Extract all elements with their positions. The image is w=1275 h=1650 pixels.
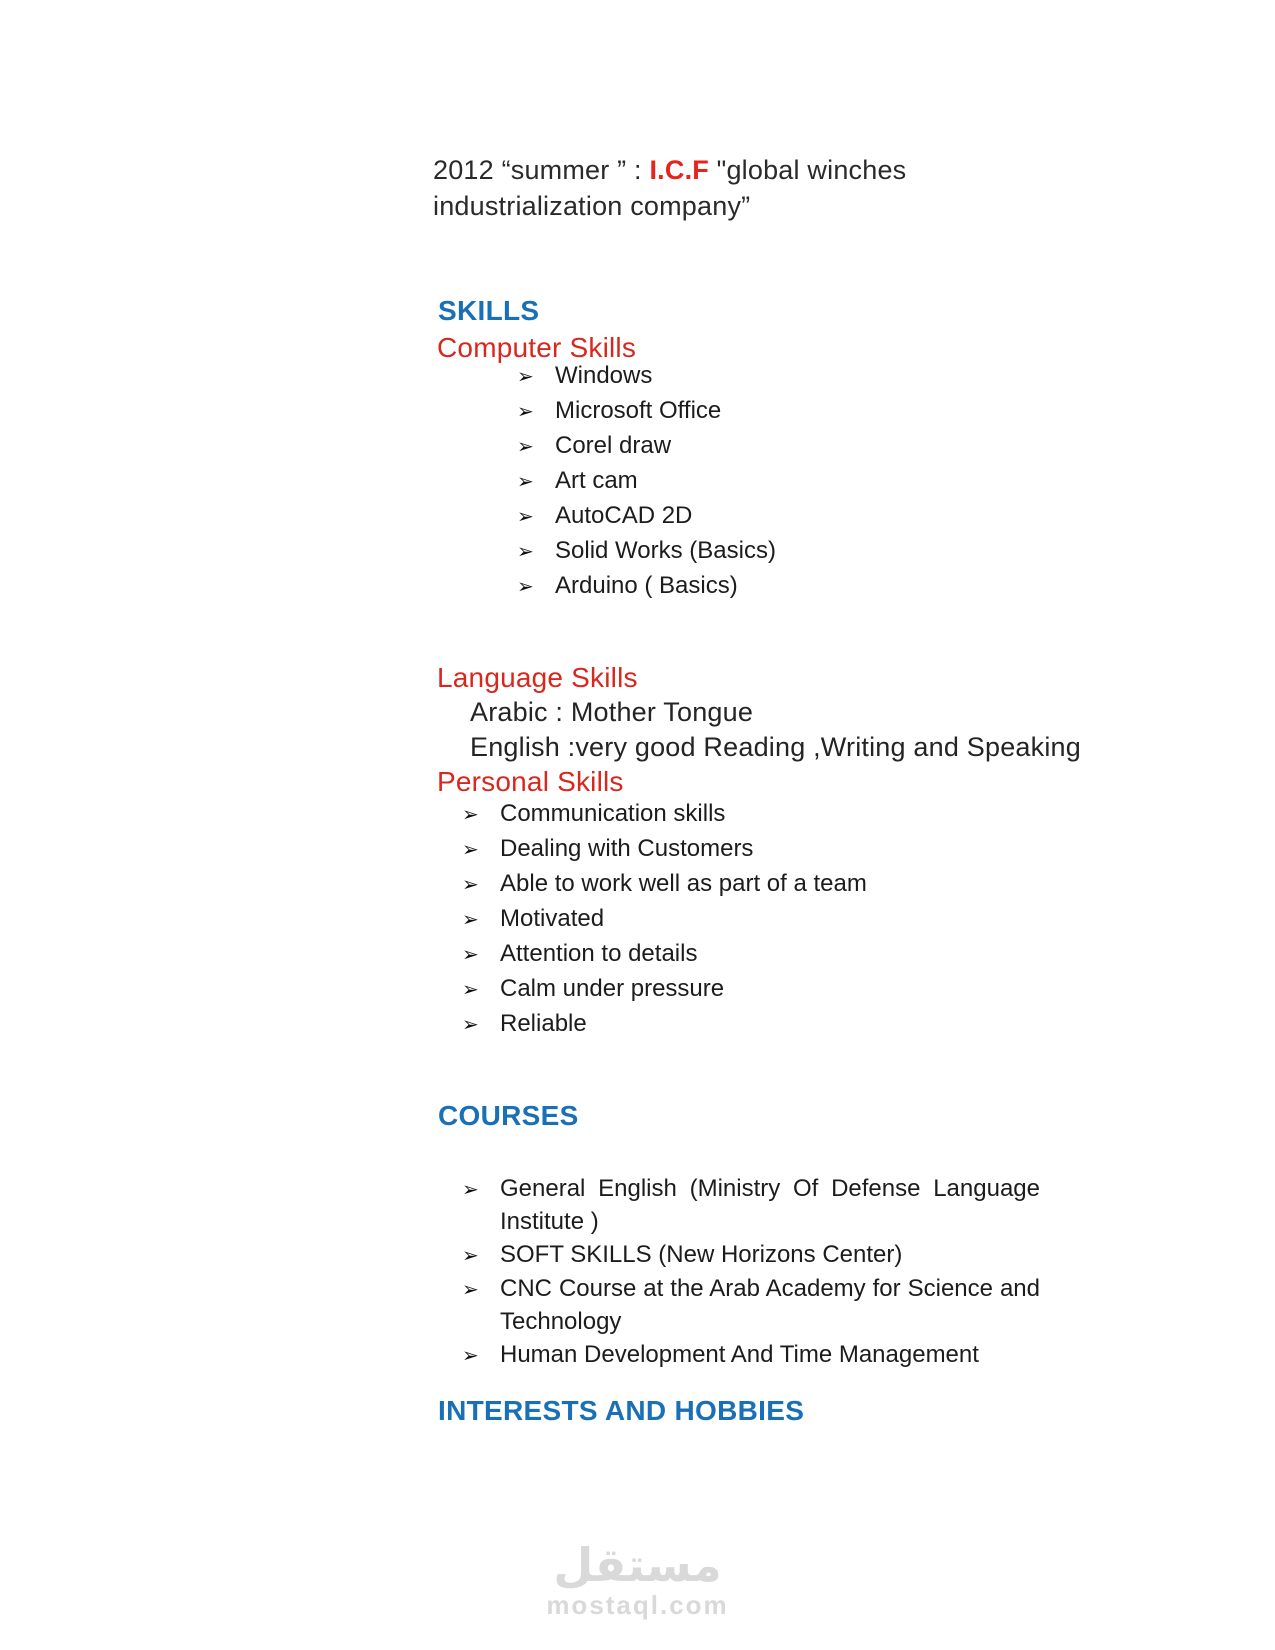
list-item: [462, 1338, 1040, 1372]
list-item-label: SOFT SKILLS (New Horizons Center): [500, 1241, 903, 1268]
arrow-bullet-icon: ➢: [462, 977, 479, 1001]
list-item: [462, 1172, 1040, 1238]
list-item-label: Attention to details: [500, 940, 698, 967]
arrow-bullet-icon: ➢: [462, 1277, 479, 1301]
arrow-bullet-icon: ➢: [462, 907, 479, 931]
list-item-label: Human Development And Time Management: [500, 1341, 979, 1368]
list-item-label: Communication skills: [500, 800, 726, 827]
list-item-label: Motivated: [500, 905, 605, 932]
arrow-bullet-icon: ➢: [462, 1012, 479, 1036]
language-skills-title: Language Skills: [437, 662, 638, 693]
arrow-bullet-icon: ➢: [462, 942, 479, 966]
experience-prefix: 2012 “summer ” :: [433, 155, 650, 185]
list-item: [517, 502, 776, 537]
list-item: [462, 1272, 1040, 1338]
arrow-bullet-icon: ➢: [517, 469, 534, 493]
list-item: [462, 1010, 867, 1045]
arrow-bullet-icon: ➢: [517, 434, 534, 458]
arrow-bullet-icon: ➢: [462, 1343, 479, 1367]
list-item: [517, 432, 776, 467]
list-item-label: Calm under pressure: [500, 975, 725, 1002]
courses-list: [462, 1172, 1040, 1372]
list-item-label: Dealing with Customers: [500, 835, 754, 862]
list-item: [517, 362, 776, 397]
list-item: [462, 1238, 1040, 1272]
experience-suffix: "global winches industrialization company”: [433, 155, 907, 221]
list-item: [462, 870, 867, 905]
list-item-label: Art cam: [555, 467, 638, 494]
list-item: [462, 800, 867, 835]
list-item: [462, 975, 867, 1010]
list-item-label: Reliable: [500, 1010, 587, 1037]
list-item-label: Windows: [555, 362, 653, 389]
watermark: [0, 1540, 1275, 1620]
arrow-bullet-icon: ➢: [517, 364, 534, 388]
arrow-bullet-icon: ➢: [462, 872, 479, 896]
list-item: [517, 397, 776, 432]
list-item-label: CNC Course at the Arab Academy for Science and Technology: [500, 1275, 1040, 1335]
computer-skills-title: Computer Skills: [437, 332, 637, 363]
english-language-line: English :very good Reading ,Writing and Speaking: [470, 732, 1081, 762]
list-item: [462, 940, 867, 975]
list-item-label: Solid Works (Basics): [555, 537, 776, 564]
computer-skills-list: [517, 362, 776, 607]
list-item: [462, 905, 867, 940]
list-item-label: Corel draw: [555, 432, 672, 459]
list-item-label: Able to work well as part of a team: [500, 870, 867, 897]
arrow-bullet-icon: ➢: [517, 504, 534, 528]
arrow-bullet-icon: ➢: [517, 574, 534, 598]
skills-section-title: SKILLS: [438, 295, 540, 326]
arrow-bullet-icon: ➢: [517, 539, 534, 563]
list-item: [462, 835, 867, 870]
list-item-label: AutoCAD 2D: [555, 502, 693, 529]
courses-section-title: COURSES: [438, 1100, 579, 1131]
language-skills-lines: [470, 695, 1081, 765]
list-item: [517, 537, 776, 572]
list-item-label: Arduino ( Basics): [555, 572, 738, 599]
interests-section-title: INTERESTS AND HOBBIES: [438, 1395, 805, 1426]
arrow-bullet-icon: ➢: [462, 1177, 479, 1201]
arrow-bullet-icon: ➢: [462, 1243, 479, 1267]
personal-skills-title: Personal Skills: [437, 766, 624, 797]
arrow-bullet-icon: ➢: [517, 399, 534, 423]
personal-skills-list: [462, 800, 867, 1045]
list-item-label: Microsoft Office: [555, 397, 722, 424]
mostaql-domain: mostaql.com: [546, 1590, 729, 1620]
arrow-bullet-icon: ➢: [462, 837, 479, 861]
mostaql-logo: مستقل: [553, 1538, 722, 1592]
company-abbreviation: I.C.F: [649, 155, 709, 185]
arabic-language-line: Arabic : Mother Tongue: [470, 697, 754, 727]
list-item-label: General English (Ministry Of Defense Language Institute ): [500, 1175, 1040, 1235]
list-item: [517, 467, 776, 502]
list-item: [517, 572, 776, 607]
experience-line: [433, 152, 1018, 224]
arrow-bullet-icon: ➢: [462, 802, 479, 826]
